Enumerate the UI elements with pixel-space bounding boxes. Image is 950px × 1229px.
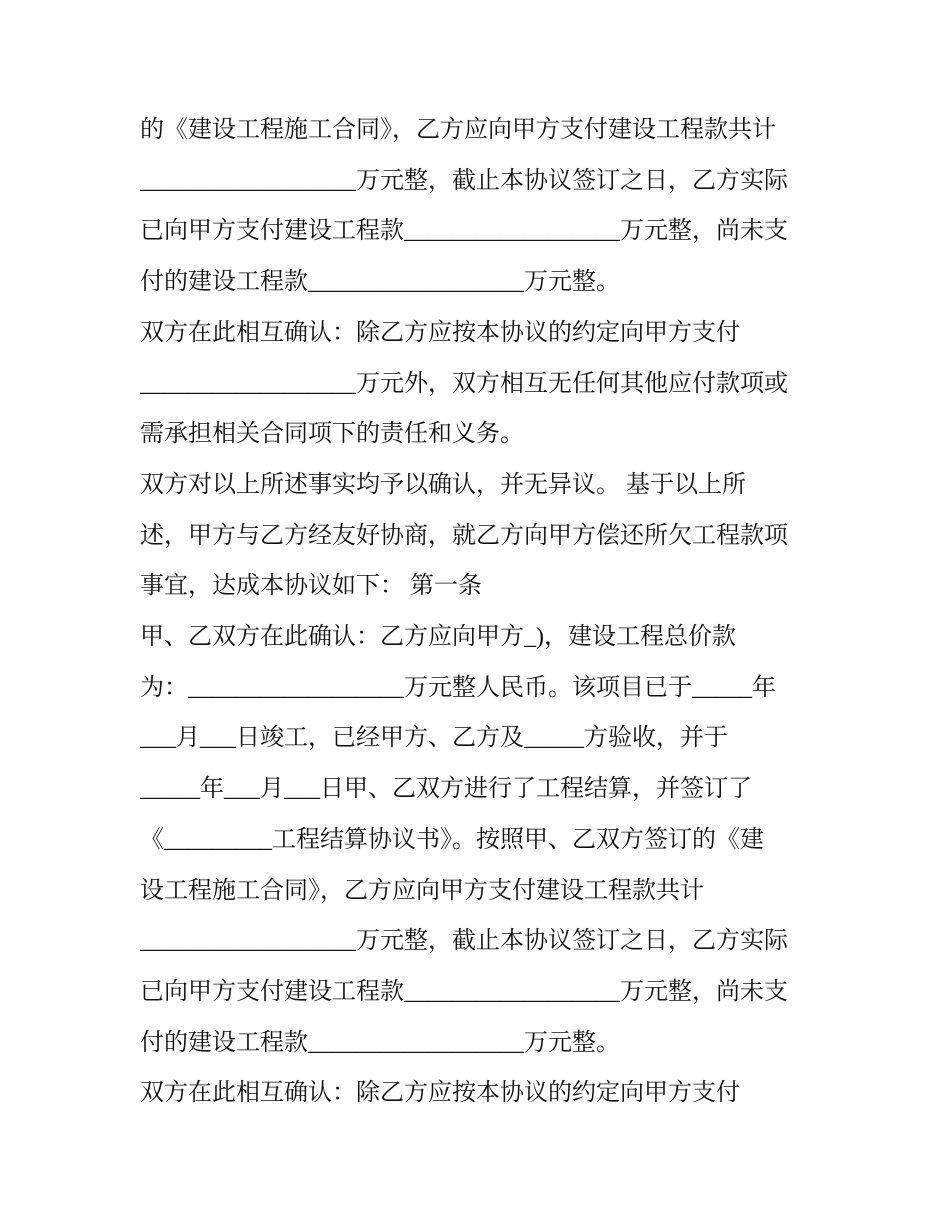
document-text-line: 事宜，达成本协议如下： 第一条 — [140, 573, 482, 600]
document-text-line: 《_________工程结算协议书》。按照甲、乙双方签订的《建 — [140, 826, 764, 853]
document-text-line: 已向甲方支付建设工程款__________________万元整，尚未支 — [140, 218, 788, 245]
document-text-line: 双方在此相互确认：除乙方应按本协议的约定向甲方支付 — [140, 1080, 740, 1107]
document-text-line: 述，甲方与乙方经友好协商，就乙方向甲方偿还所欠工程款项 — [140, 522, 788, 549]
document-text-line: 已向甲方支付建设工程款__________________万元整，尚未支 — [140, 978, 788, 1005]
document-text-line: 双方对以上所述事实均予以确认，并无异议。 基于以上所 — [140, 471, 746, 498]
document-text-line: 付的建设工程款__________________万元整。 — [140, 269, 620, 296]
document-text-line: 甲、乙双方在此确认：乙方应向甲方_)，建设工程总价款 — [140, 624, 736, 650]
document-text-line: _____年___月___日甲、乙双方进行了工程结算，并签订了 — [140, 776, 752, 803]
document-text-line: 需承担相关合同项下的责任和义务。 — [140, 421, 524, 448]
document-text-line: 付的建设工程款__________________万元整。 — [140, 1029, 620, 1056]
document-text-line: ___月___日竣工，已经甲方、乙方及_____方验收，并于 — [140, 725, 728, 752]
document-text-line: __________________万元外，双方相互无任何其他应付款项或 — [140, 370, 788, 397]
document-text-line: __________________万元整，截止本协议签订之日，乙方实际 — [140, 928, 788, 955]
document-text-line: 设工程施工合同》，乙方应向甲方支付建设工程款共计 — [140, 877, 704, 904]
document-text-line: 的《建设工程施工合同》，乙方应向甲方支付建设工程款共计 — [140, 117, 776, 143]
document-text-line: 为：__________________万元整人民币。该项目已于_____年 — [140, 674, 776, 701]
document-text-line: 双方在此相互确认：除乙方应按本协议的约定向甲方支付 — [140, 319, 740, 346]
document-text-line: __________________万元整，截止本协议签订之日，乙方实际 — [140, 167, 788, 194]
